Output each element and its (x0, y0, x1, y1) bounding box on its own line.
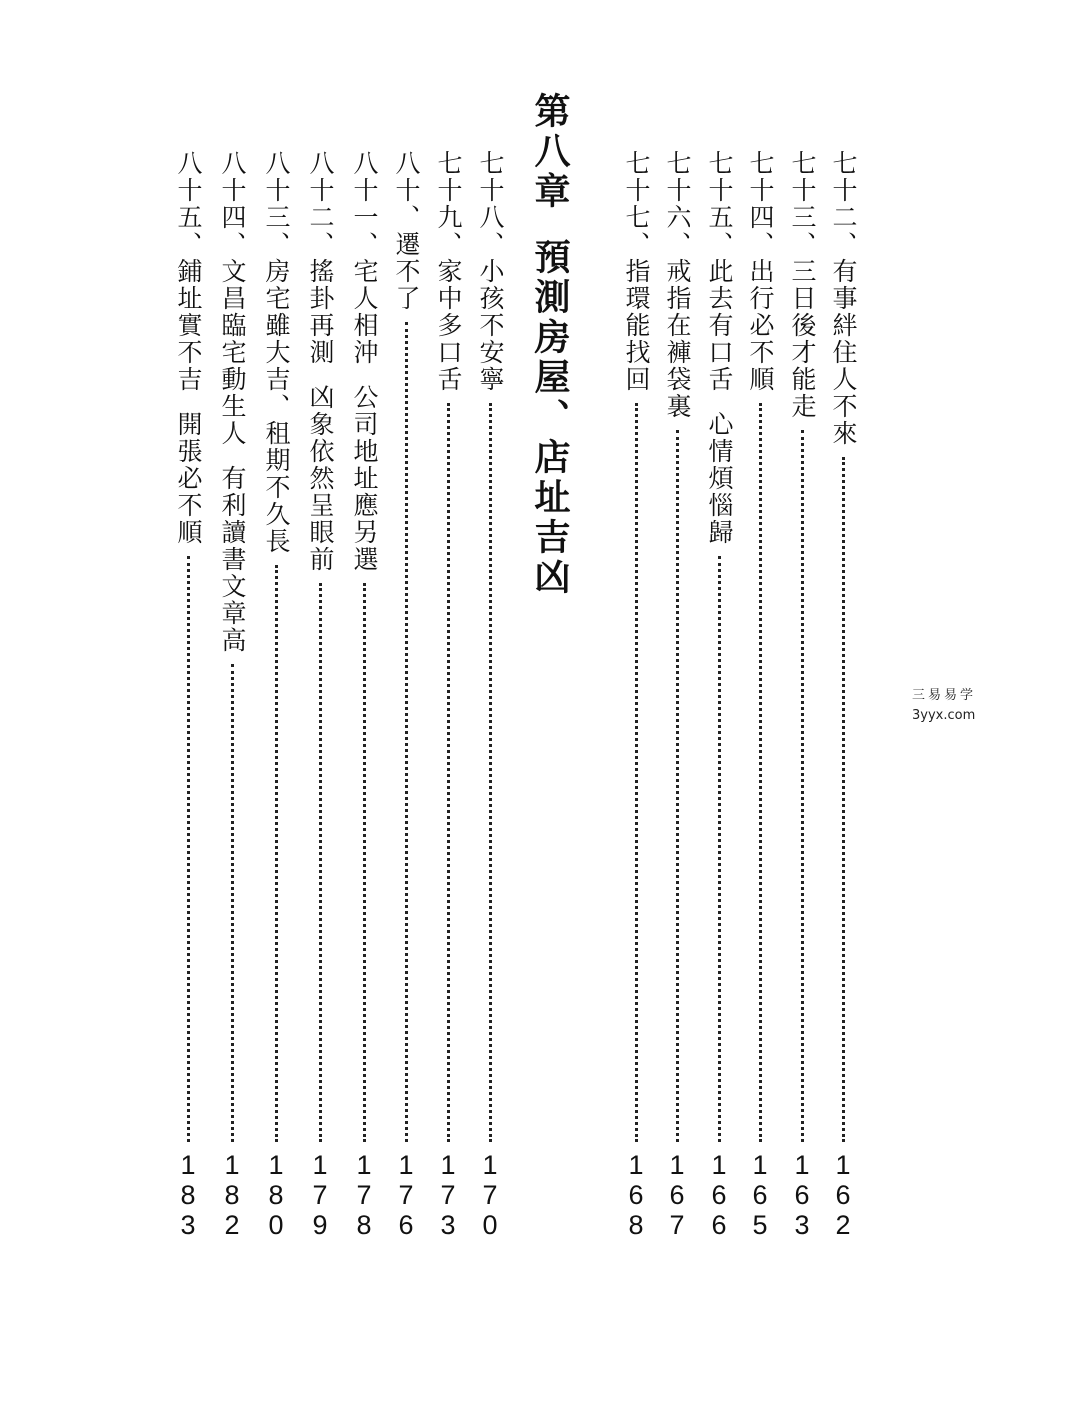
entry-label: 七十八、小孩不安寧 (476, 150, 505, 393)
entry-label: 八十、遷不了 (392, 150, 421, 312)
dot-leader (405, 322, 408, 1142)
dot-leader (447, 403, 450, 1142)
entry-subtitle: 心情煩惱歸 (705, 411, 734, 546)
entry-page-number: 165 (745, 1150, 775, 1240)
entry-label: 七十五、此去有口舌 (705, 150, 734, 393)
dot-leader (187, 556, 190, 1142)
dot-leader (801, 430, 804, 1142)
dot-leader (275, 565, 278, 1142)
entry-label: 七十九、家中多口舌 (434, 150, 463, 393)
dot-leader (718, 556, 721, 1142)
dot-leader (319, 583, 322, 1142)
entry-page-number: 180 (261, 1150, 291, 1240)
entry-label: 八十二、搖卦再測 (306, 150, 335, 366)
entry-page-number: 167 (662, 1150, 692, 1240)
toc-entry-84[interactable] (214, 150, 250, 1240)
watermark (912, 686, 976, 726)
entry-label: 八十一、宅人相沖 (350, 150, 379, 366)
toc-entry-74[interactable] (742, 150, 778, 1240)
toc-entry-75[interactable] (701, 150, 737, 1240)
toc-entry-83[interactable] (258, 150, 294, 1240)
dot-leader (676, 430, 679, 1142)
entry-page-number: 166 (704, 1150, 734, 1240)
dot-leader (759, 403, 762, 1142)
toc-entry-72[interactable] (825, 150, 861, 1240)
dot-leader (489, 403, 492, 1142)
entry-page-number: 170 (475, 1150, 505, 1240)
entry-page-number: 178 (349, 1150, 379, 1240)
entry-label: 七十三、三日後才能走 (788, 150, 817, 420)
entry-page-number: 168 (621, 1150, 651, 1240)
toc-entry-81[interactable] (346, 150, 382, 1240)
dot-leader (635, 403, 638, 1142)
entry-subtitle: 公司地址應另選 (350, 384, 379, 573)
entry-label: 八十三、房宅雖大吉、租期不久長 (262, 150, 291, 555)
chapter-title: 預測房屋、店址吉凶 (529, 238, 571, 598)
toc-entry-78[interactable] (472, 150, 508, 1240)
watermark-name: 三易易学 (912, 688, 977, 703)
entry-label: 八十五、鋪址實不吉 (174, 150, 203, 393)
chapter-number: 第八章 (529, 92, 571, 212)
watermark-url: 3yyx.com (912, 708, 976, 723)
entry-subtitle: 凶象依然呈眼前 (306, 384, 335, 573)
dot-leader (363, 583, 366, 1142)
entry-label: 八十四、文昌臨宅動生人 (218, 150, 247, 447)
entry-subtitle: 開張必不順 (174, 411, 203, 546)
entry-page-number: 179 (305, 1150, 335, 1240)
toc-entry-77[interactable] (618, 150, 654, 1240)
entry-page-number: 182 (217, 1150, 247, 1240)
toc-entry-73[interactable] (784, 150, 820, 1240)
dot-leader (231, 664, 234, 1142)
entry-page-number: 176 (391, 1150, 421, 1240)
entry-label: 七十二、有事絆住人不來 (829, 150, 858, 447)
entry-label: 七十六、戒指在褲袋裏 (663, 150, 692, 420)
toc-entry-80[interactable] (388, 150, 424, 1240)
entry-label: 七十七、指環能找回 (622, 150, 651, 393)
toc-entry-76[interactable] (659, 150, 695, 1240)
entry-page-number: 163 (787, 1150, 817, 1240)
toc-entry-79[interactable] (430, 150, 466, 1240)
entry-page-number: 162 (828, 1150, 858, 1240)
entry-page-number: 183 (173, 1150, 203, 1240)
entry-page-number: 173 (433, 1150, 463, 1240)
entry-label: 七十四、出行必不順 (746, 150, 775, 393)
dot-leader (842, 457, 845, 1142)
toc-entry-82[interactable] (302, 150, 338, 1240)
toc-entry-85[interactable] (170, 150, 206, 1240)
entry-subtitle: 有利讀書文章高 (218, 465, 247, 654)
chapter-heading (526, 92, 574, 598)
